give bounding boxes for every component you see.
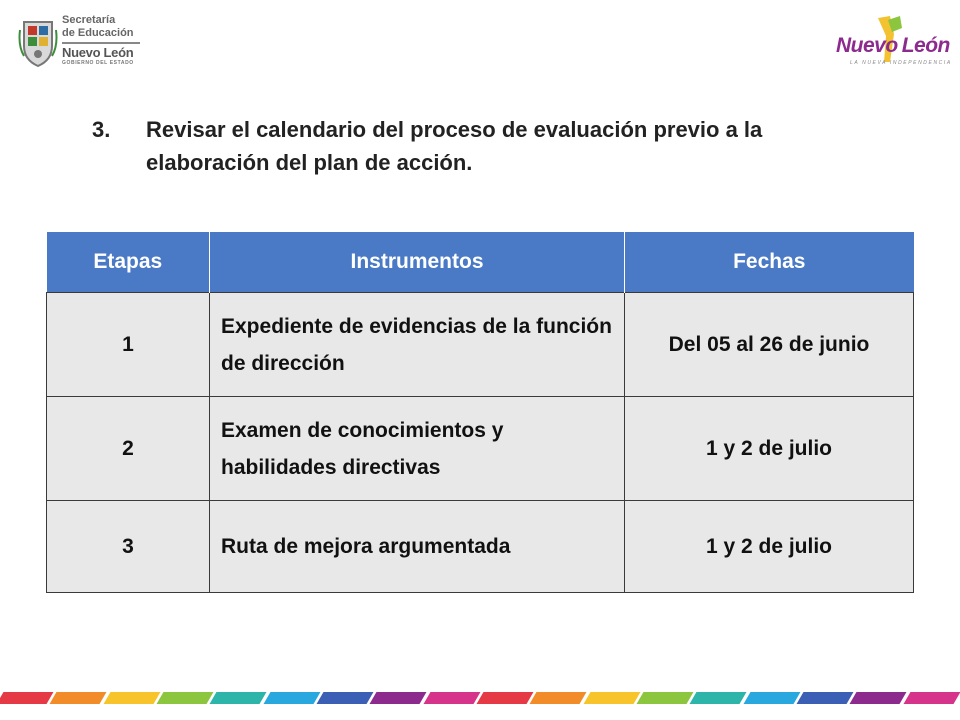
cell-instrumento: Ruta de mejora argumentada [210, 501, 625, 593]
footer-color-segment [476, 692, 533, 704]
footer-color-bar [0, 692, 960, 704]
cell-etapa: 1 [47, 293, 210, 397]
footer-color-segment [0, 692, 54, 704]
logo-text-nuevo-leon: Nuevo León [62, 45, 134, 60]
footer-color-segment [370, 692, 427, 704]
table-row [47, 501, 914, 593]
table-row [47, 293, 914, 397]
footer-color-segment [796, 692, 853, 704]
logo-text-educacion: de Educación [62, 27, 134, 39]
cell-instrumento: Examen de conocimientos y habilidades directivas [210, 397, 625, 501]
footer-color-segment [636, 692, 693, 704]
secretaria-educacion-logo [18, 14, 158, 74]
logo-text-secretaria: Secretaría [62, 14, 116, 26]
logo-word-leon: León [901, 34, 950, 57]
cell-etapa: 3 [47, 501, 210, 593]
cell-fecha: 1 y 2 de julio [625, 397, 914, 501]
footer-color-segment [317, 692, 374, 704]
footer-color-segment [850, 692, 907, 704]
logo-divider [62, 42, 140, 44]
footer-color-segment [103, 692, 160, 704]
footer-color-segment [903, 692, 960, 704]
footer-color-segment [50, 692, 107, 704]
column-header-etapas: Etapas [47, 232, 210, 293]
footer-color-segment [423, 692, 480, 704]
table-row [47, 397, 914, 501]
evaluation-calendar-table [46, 232, 914, 593]
cell-etapa: 2 [47, 397, 210, 501]
heading-text: Revisar el calendario del proceso de evaluación previo a la elaboración del plan de acción. [146, 117, 763, 175]
footer-color-segment [583, 692, 640, 704]
cell-fecha: Del 05 al 26 de junio [625, 293, 914, 397]
footer-color-segment [157, 692, 214, 704]
cell-fecha: 1 y 2 de julio [625, 501, 914, 593]
column-header-instrumentos: Instrumentos [210, 232, 625, 293]
nuevo-leon-logo [832, 14, 952, 74]
heading-number: 3. [92, 117, 111, 142]
logo-word-nuevo: Nuevo [836, 34, 898, 57]
column-header-fechas: Fechas [625, 232, 914, 293]
footer-color-segment [210, 692, 267, 704]
footer-color-segment [743, 692, 800, 704]
logo-text-gobierno: GOBIERNO DEL ESTADO [62, 60, 134, 66]
footer-color-segment [263, 692, 320, 704]
state-seal-icon [18, 16, 58, 68]
table-header-row [47, 232, 914, 293]
footer-color-segment [690, 692, 747, 704]
logo-tagline: LA NUEVA INDEPENDENCIA [850, 60, 952, 66]
cell-instrumento: Expediente de evidencias de la función de dirección [210, 293, 625, 397]
footer-color-segment [530, 692, 587, 704]
